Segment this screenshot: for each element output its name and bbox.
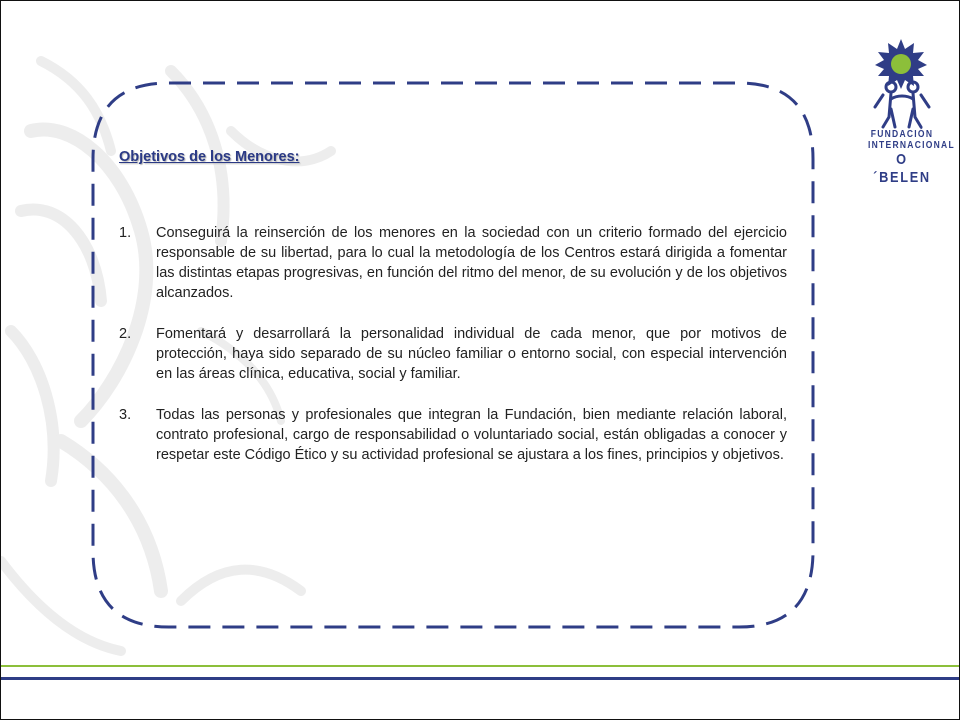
objective-text: Conseguirá la reinserción de los menores en la sociedad con un criterio formado del ejercicio responsable de su libertad, para lo cual la metodología de los Centros estará dirigida a fomentar las distintas etapas progresivas, en función del ritmo del menor, de su evolución y de los objetivos alcanzados.: [156, 225, 787, 301]
footer-divider-blue: [1, 677, 960, 680]
objective-text: Todas las personas y profesionales que integran la Fundación, bien mediante relación laboral, contrato profesional, cargo de responsabilidad o voluntariado social, están obligadas a conocer y respetar este Código Ético y su actividad profesional se ajustara a los fines, principios y objetivos.: [156, 407, 787, 463]
logo-line-internacional: INTERNACIONAL: [868, 140, 955, 151]
objective-text: Fomentará y desarrollará la personalidad individual de cada menor, que por motivos de protección, haya sido separado de su núcleo familiar o entorno social, con especial intervención en las áreas clínica, educativa, social y familiar.: [156, 326, 787, 382]
objectives-content: [119, 149, 787, 486]
objective-item-3: [119, 405, 787, 465]
objective-item-1: [119, 223, 787, 303]
objective-number: 3.: [119, 407, 132, 423]
section-heading: Objetivos de los Menores:: [119, 149, 300, 165]
objective-number: 2.: [119, 326, 132, 342]
objective-item-2: [119, 324, 787, 384]
logo-wordmark: [862, 129, 955, 187]
logo-line-fundacion: FUNDACIÓN: [870, 129, 934, 140]
footer-divider-green: [1, 665, 960, 667]
objective-number: 1.: [119, 225, 132, 241]
logo-line-obelen: O´BELEN: [873, 151, 931, 186]
